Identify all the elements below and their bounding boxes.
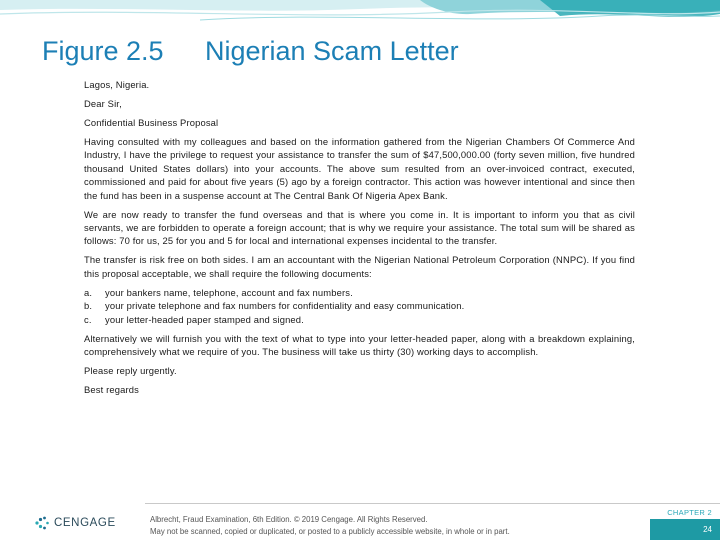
- footer-divider: [145, 503, 720, 504]
- footer-copyright: [150, 514, 610, 537]
- scam-letter: [84, 78, 635, 402]
- documents-list: [84, 286, 635, 326]
- letter-paragraph-2: We are now ready to transfer the fund overseas and that is where you come in. It is important to inform you that as civil servants, we are forbidden to operate a foreign account; that is why we require your assistance. The total sum will be shared as follows: 70 for us, 25 for you and 5 for local and international expenses incidental to the transfer.: [84, 208, 635, 247]
- cengage-logo-icon: [34, 516, 50, 530]
- decorative-top-band: [0, 0, 720, 28]
- chapter-label: CHAPTER 2: [667, 508, 712, 517]
- letter-closing-request: Please reply urgently.: [84, 365, 177, 377]
- letter-sign-off: Best regards: [84, 384, 139, 396]
- figure-title: [42, 36, 459, 67]
- letter-subject: Confidential Business Proposal: [84, 117, 219, 128]
- figure-number: Figure 2.5: [42, 36, 164, 66]
- list-item-text: your private telephone and fax numbers for confidentiality and easy communication.: [105, 300, 465, 312]
- page-number-text: 24: [703, 525, 712, 534]
- letter-paragraph-3: The transfer is risk free on both sides. I am an accountant with the Nigerian National Petroleum Corporation (NNPC). If you find this proposal acceptable, we shall require the following documents:: [84, 254, 635, 279]
- letter-place: Lagos, Nigeria.: [84, 79, 150, 90]
- list-item: [84, 299, 635, 312]
- list-item: [84, 286, 635, 299]
- list-item: [84, 313, 635, 326]
- footer-notice: May not be scanned, copied or duplicated, or posted to a publicly accessible website, in whole or in part.: [150, 526, 510, 536]
- letter-paragraph-1: Having consulted with my colleagues and based on the information gathered from the Nigerian Chambers Of Commerce And Industry, I have the privilege to request your assistance to transfer the sum of $47,500,000.00 (forty seven million, five hundred thousand United States dollars) into your accounts. The above sum resulted from an over-invoiced contract, executed, commissioned and paid for about five years (5) ago by a foreign contractor. This action was however intentional and since then the fund has been in a suspense account at The Central Bank Of Nigeria Apex Bank.: [84, 136, 635, 201]
- letter-paragraph-4: Alternatively we will furnish you with the text of what to type into your letter-headed paper, along with a breakdown explaining, comprehensively what we require of you. The business will take us thirty (30) working days to accomplish.: [84, 332, 635, 358]
- cengage-logo: [34, 516, 116, 530]
- brand-name: CENGAGE: [54, 517, 116, 529]
- list-item-text: your bankers name, telephone, account and fax numbers.: [105, 286, 353, 298]
- page-number: [650, 519, 720, 540]
- footer-citation: Albrecht, Fraud Examination, 6th Edition. © 2019 Cengage. All Rights Reserved.: [150, 515, 428, 524]
- list-item-text: your letter-headed paper stamped and signed.: [105, 313, 304, 325]
- figure-caption: Nigerian Scam Letter: [205, 36, 459, 66]
- list-marker: c.: [84, 313, 92, 325]
- list-marker: b.: [84, 300, 93, 312]
- letter-salutation: Dear Sir,: [84, 98, 122, 109]
- list-marker: a.: [84, 286, 93, 298]
